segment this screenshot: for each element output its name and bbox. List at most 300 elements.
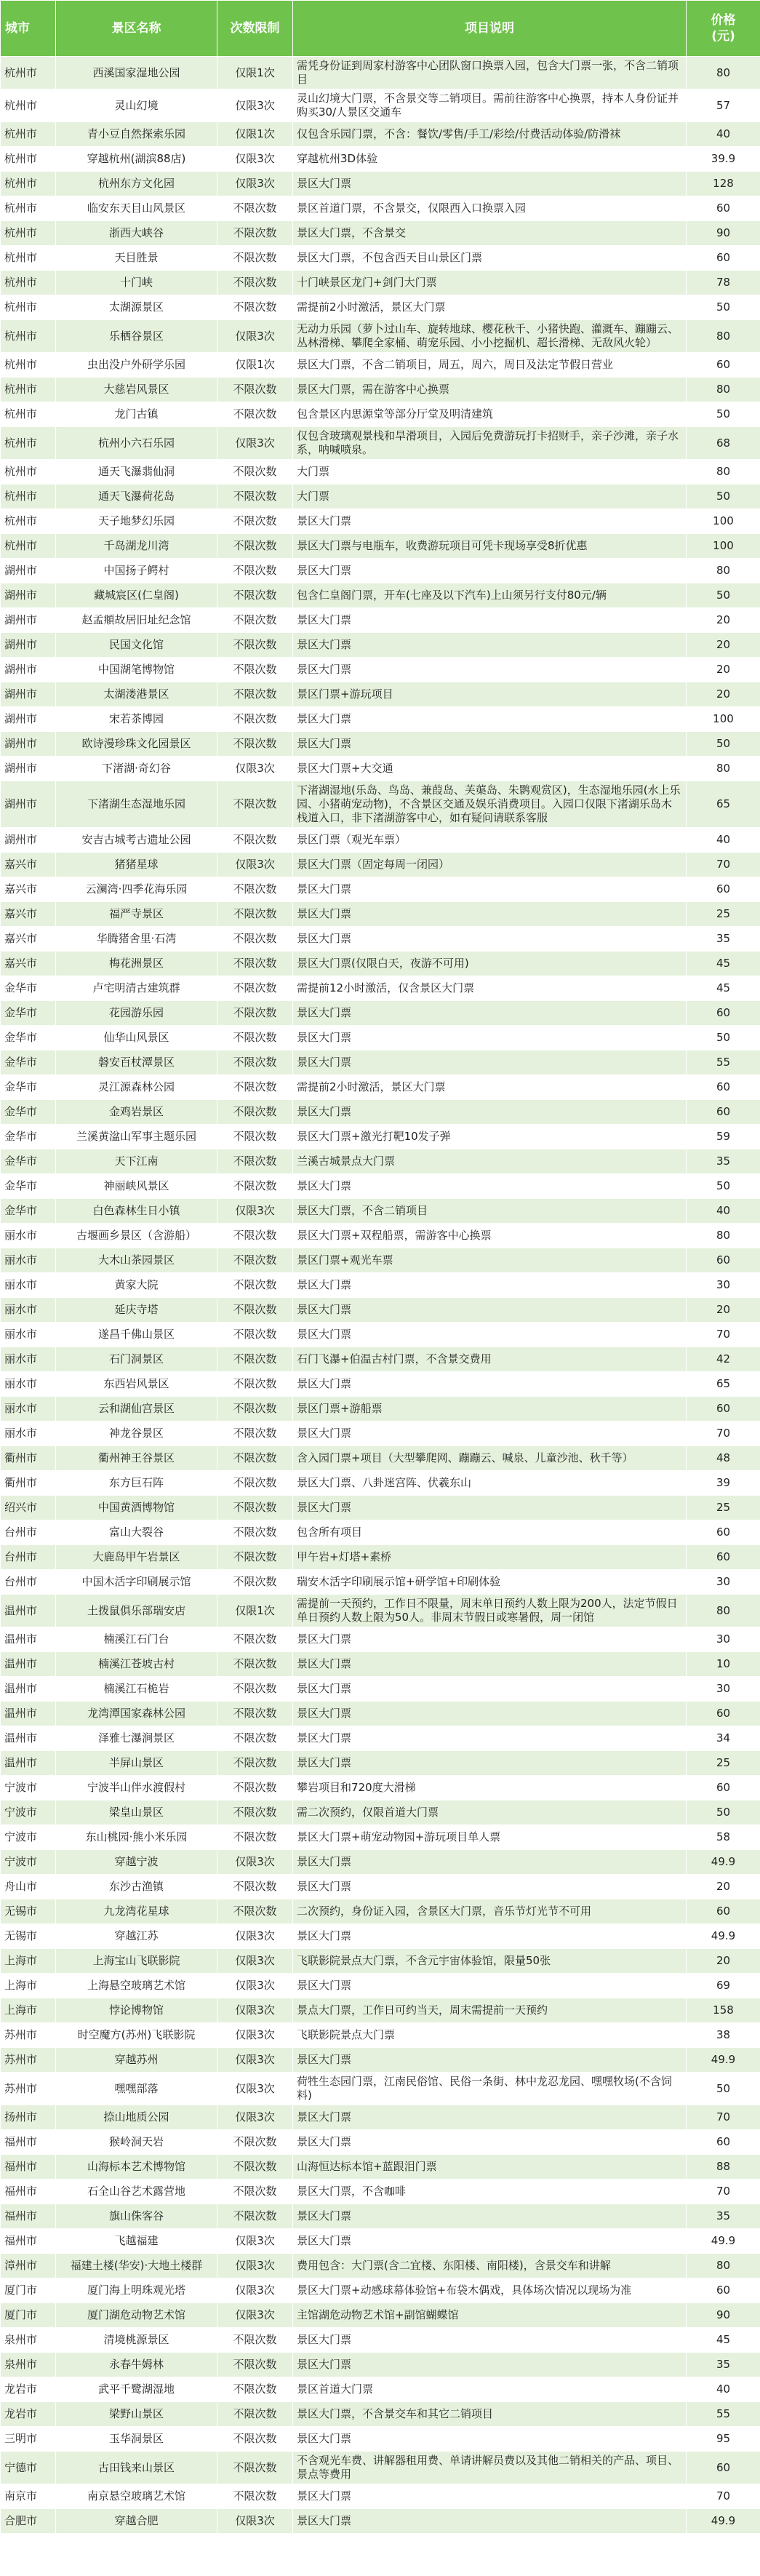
city-cell: 衢州市 xyxy=(1,1471,56,1496)
spot-name-cell: 磐安百杖潭景区 xyxy=(56,1050,217,1075)
city-cell: 上海市 xyxy=(1,1998,56,2023)
city-cell: 湖州市 xyxy=(1,682,56,707)
price-cell: 50 xyxy=(687,295,760,320)
visit-limit-cell: 仅限3次 xyxy=(217,1850,293,1875)
price-cell: 30 xyxy=(687,1677,760,1702)
spot-name-cell: 嘿嘿部落 xyxy=(56,2073,217,2105)
description-cell: 景区大门票 xyxy=(293,1652,687,1677)
visit-limit-cell: 仅限1次 xyxy=(217,1595,293,1627)
city-cell: 杭州市 xyxy=(1,57,56,89)
description-cell: 景区大门票(仅限白天，夜游不可用) xyxy=(293,952,687,976)
visit-limit-cell: 不限次数 xyxy=(217,902,293,927)
spot-name-cell: 临安东天目山风景区 xyxy=(56,196,217,221)
spot-name-cell: 十门峡 xyxy=(56,271,217,295)
price-cell: 90 xyxy=(687,221,760,246)
spot-name-cell: 大木山茶园景区 xyxy=(56,1248,217,1273)
table-row xyxy=(1,2130,760,2155)
city-cell: 丽水市 xyxy=(1,1298,56,1323)
table-row xyxy=(1,828,760,853)
visit-limit-cell: 不限次数 xyxy=(217,1875,293,1899)
spot-name-cell: 西溪国家湿地公园 xyxy=(56,57,217,89)
description-cell: 景区大门票，需在游客中心换票 xyxy=(293,378,687,402)
spot-name-cell: 华腾猪舍里·石湾 xyxy=(56,927,217,952)
visit-limit-cell: 仅限3次 xyxy=(217,1199,293,1224)
visit-limit-cell: 不限次数 xyxy=(217,633,293,658)
spot-name-cell: 东山桃园·熊小米乐园 xyxy=(56,1825,217,1850)
table-row xyxy=(1,559,760,583)
spot-name-cell: 赵孟頫故居旧址纪念馆 xyxy=(56,608,217,633)
spot-name-cell: 安吉古城考古遗址公园 xyxy=(56,828,217,853)
visit-limit-cell: 不限次数 xyxy=(217,2402,293,2427)
price-cell: 55 xyxy=(687,1050,760,1075)
table-row xyxy=(1,2278,760,2303)
description-cell: 景区大门票，不包含西天目山景区门票 xyxy=(293,246,687,271)
table-row xyxy=(1,271,760,295)
visit-limit-cell: 不限次数 xyxy=(217,509,293,534)
city-cell: 宁波市 xyxy=(1,1801,56,1825)
spot-name-cell: 天目胜景 xyxy=(56,246,217,271)
city-cell: 丽水市 xyxy=(1,1347,56,1372)
price-cell: 20 xyxy=(687,1949,760,1974)
visit-limit-cell: 仅限3次 xyxy=(217,1974,293,1998)
visit-limit-cell: 不限次数 xyxy=(217,1899,293,1924)
spot-name-cell: 半屏山景区 xyxy=(56,1751,217,1776)
table-row xyxy=(1,877,760,902)
table-row xyxy=(1,1801,760,1825)
description-cell: 石门飞瀑+伯温古村门票，不含景交费用 xyxy=(293,1347,687,1372)
price-cell: 80 xyxy=(687,1224,760,1248)
table-row xyxy=(1,2427,760,2452)
table-row xyxy=(1,196,760,221)
price-cell: 100 xyxy=(687,707,760,732)
description-cell: 需提前2小时激活，景区大门票 xyxy=(293,295,687,320)
city-cell: 苏州市 xyxy=(1,2023,56,2048)
city-cell: 嘉兴市 xyxy=(1,877,56,902)
table-row xyxy=(1,353,760,378)
spot-name-cell: 云和湖仙宫景区 xyxy=(56,1397,217,1421)
description-cell: 需二次预约，仅限首道大门票 xyxy=(293,1801,687,1825)
spot-name-cell: 龙门古镇 xyxy=(56,402,217,427)
description-cell: 景区大门票，不含景交车和其它二销项目 xyxy=(293,2402,687,2427)
spot-name-cell: 穿越苏州 xyxy=(56,2048,217,2073)
description-cell: 景区大门票+动感球幕体验馆+布袋木偶戏，具体场次情况以现场为准 xyxy=(293,2278,687,2303)
city-cell: 温州市 xyxy=(1,1726,56,1751)
visit-limit-cell: 不限次数 xyxy=(217,1702,293,1726)
description-cell: 景区大门票 xyxy=(293,1924,687,1949)
table-row xyxy=(1,1446,760,1471)
table-row xyxy=(1,1974,760,1998)
description-cell: 景区大门票 xyxy=(293,2509,687,2534)
table-row xyxy=(1,1372,760,1397)
description-cell: 景区首道门票，不含景交，仅限西入口换票入园 xyxy=(293,196,687,221)
visit-limit-cell: 不限次数 xyxy=(217,402,293,427)
header-price-label: 价格 xyxy=(711,13,736,28)
spot-name-cell: 大鹿岛甲午岩景区 xyxy=(56,1545,217,1570)
visit-limit-cell: 不限次数 xyxy=(217,295,293,320)
spot-name-cell: 山海标本艺术博物馆 xyxy=(56,2155,217,2180)
price-cell: 60 xyxy=(687,1520,760,1545)
table-row xyxy=(1,658,760,682)
city-cell: 杭州市 xyxy=(1,89,56,122)
city-cell: 温州市 xyxy=(1,1751,56,1776)
price-cell: 30 xyxy=(687,1570,760,1595)
table-row xyxy=(1,1001,760,1026)
description-cell: 景区大门票 xyxy=(293,927,687,952)
table-row xyxy=(1,633,760,658)
price-cell: 60 xyxy=(687,2452,760,2484)
spot-name-cell: 古堰画乡景区（含游船） xyxy=(56,1224,217,1248)
visit-limit-cell: 仅限3次 xyxy=(217,1924,293,1949)
visit-limit-cell: 不限次数 xyxy=(217,534,293,559)
visit-limit-cell: 不限次数 xyxy=(217,927,293,952)
description-cell: 景区大门票 xyxy=(293,2130,687,2155)
spot-name-cell: 灵江源森林公园 xyxy=(56,1075,217,1100)
description-cell: 景区大门票 xyxy=(293,877,687,902)
price-cell: 68 xyxy=(687,427,760,460)
city-cell: 丽水市 xyxy=(1,1323,56,1347)
price-cell: 158 xyxy=(687,1998,760,2023)
spot-name-cell: 通天飞瀑荷花岛 xyxy=(56,485,217,509)
price-cell: 38 xyxy=(687,2023,760,2048)
table-row xyxy=(1,757,760,781)
price-cell: 100 xyxy=(687,534,760,559)
spot-name-cell: 梁皇山景区 xyxy=(56,1801,217,1825)
price-cell: 60 xyxy=(687,1100,760,1125)
description-cell: 景区大门票 xyxy=(293,1372,687,1397)
city-cell: 杭州市 xyxy=(1,320,56,353)
description-cell: 景区大门票、八卦迷宫阵、伏羲东山 xyxy=(293,1471,687,1496)
spot-name-cell: 黄家大院 xyxy=(56,1273,217,1298)
table-row xyxy=(1,1496,760,1520)
description-cell: 景区大门票 xyxy=(293,707,687,732)
price-cell: 39.9 xyxy=(687,147,760,172)
visit-limit-cell: 不限次数 xyxy=(217,1323,293,1347)
description-cell: 景点大门票，工作日可约当天，周末需提前一天预约 xyxy=(293,1998,687,2023)
city-cell: 金华市 xyxy=(1,1199,56,1224)
spot-name-cell: 云澜湾·四季花海乐园 xyxy=(56,877,217,902)
spot-name-cell: 中国湖笔博物馆 xyxy=(56,658,217,682)
table-row xyxy=(1,1677,760,1702)
visit-limit-cell: 不限次数 xyxy=(217,460,293,485)
spot-name-cell: 金鸡岩景区 xyxy=(56,1100,217,1125)
visit-limit-cell: 不限次数 xyxy=(217,828,293,853)
city-cell: 嘉兴市 xyxy=(1,853,56,877)
price-cell: 80 xyxy=(687,320,760,353)
city-cell: 丽水市 xyxy=(1,1224,56,1248)
visit-limit-cell: 仅限3次 xyxy=(217,172,293,196)
price-cell: 60 xyxy=(687,2130,760,2155)
price-cell: 78 xyxy=(687,271,760,295)
description-cell: 景区门票+游玩项目 xyxy=(293,682,687,707)
visit-limit-cell: 仅限3次 xyxy=(217,2105,293,2130)
description-cell: 景区大门票 xyxy=(293,2353,687,2377)
table-row xyxy=(1,1298,760,1323)
spot-name-cell: 古田钱来山景区 xyxy=(56,2452,217,2484)
price-cell: 60 xyxy=(687,1545,760,1570)
price-cell: 30 xyxy=(687,1273,760,1298)
price-cell: 49.9 xyxy=(687,1924,760,1949)
table-row xyxy=(1,1520,760,1545)
table-row xyxy=(1,2204,760,2229)
city-cell: 厦门市 xyxy=(1,2303,56,2328)
description-cell: 景区大门票 xyxy=(293,658,687,682)
visit-limit-cell: 仅限3次 xyxy=(217,427,293,460)
visit-limit-cell: 不限次数 xyxy=(217,732,293,757)
description-cell: 需凭身份证到周家村游客中心团队窗口换票入园，包含大门票一张，不含二销项目 xyxy=(293,57,687,89)
description-cell: 大门票 xyxy=(293,485,687,509)
spot-name-cell: 猪猪星球 xyxy=(56,853,217,877)
visit-limit-cell: 不限次数 xyxy=(217,682,293,707)
spot-name-cell: 神龙谷景区 xyxy=(56,1421,217,1446)
description-cell: 攀岩项目和720度大滑梯 xyxy=(293,1776,687,1801)
city-cell: 杭州市 xyxy=(1,246,56,271)
table-row xyxy=(1,1471,760,1496)
price-cell: 60 xyxy=(687,1776,760,1801)
spot-name-cell: 上海宝山飞联影院 xyxy=(56,1949,217,1974)
city-cell: 金华市 xyxy=(1,1125,56,1149)
city-cell: 温州市 xyxy=(1,1677,56,1702)
city-cell: 金华市 xyxy=(1,976,56,1001)
visit-limit-cell: 不限次数 xyxy=(217,1446,293,1471)
city-cell: 杭州市 xyxy=(1,122,56,147)
city-cell: 泉州市 xyxy=(1,2353,56,2377)
visit-limit-cell: 不限次数 xyxy=(217,608,293,633)
visit-limit-cell: 不限次数 xyxy=(217,658,293,682)
city-cell: 丽水市 xyxy=(1,1397,56,1421)
description-cell: 景区大门票 xyxy=(293,902,687,927)
description-cell: 包含所有项目 xyxy=(293,1520,687,1545)
description-cell: 景区大门票 xyxy=(293,1298,687,1323)
visit-limit-cell: 不限次数 xyxy=(217,1125,293,1149)
visit-limit-cell: 不限次数 xyxy=(217,1372,293,1397)
visit-limit-cell: 仅限1次 xyxy=(217,353,293,378)
visit-limit-cell: 不限次数 xyxy=(217,1026,293,1050)
spot-name-cell: 下渚湖生态湿地乐园 xyxy=(56,781,217,828)
table-row xyxy=(1,707,760,732)
description-cell: 景区大门票 xyxy=(293,1974,687,1998)
header-spot-name: 景区名称 xyxy=(56,1,217,57)
spot-name-cell: 延庆寺塔 xyxy=(56,1298,217,1323)
description-cell: 景区大门票，不含二销项目 xyxy=(293,1199,687,1224)
spot-name-cell: 宁波半山伴水渡假村 xyxy=(56,1776,217,1801)
price-cell: 50 xyxy=(687,1174,760,1199)
spot-name-cell: 悖论博物馆 xyxy=(56,1998,217,2023)
table-row xyxy=(1,1998,760,2023)
table-row xyxy=(1,2484,760,2509)
spot-name-cell: 太湖溇港景区 xyxy=(56,682,217,707)
table-row xyxy=(1,1248,760,1273)
price-cell: 80 xyxy=(687,378,760,402)
table-row xyxy=(1,1149,760,1174)
table-row xyxy=(1,2452,760,2484)
spot-name-cell: 青小豆自然探索乐园 xyxy=(56,122,217,147)
table-row xyxy=(1,2303,760,2328)
city-cell: 湖州市 xyxy=(1,732,56,757)
price-cell: 40 xyxy=(687,1199,760,1224)
city-cell: 湖州市 xyxy=(1,828,56,853)
price-cell: 25 xyxy=(687,1751,760,1776)
visit-limit-cell: 不限次数 xyxy=(217,1347,293,1372)
visit-limit-cell: 不限次数 xyxy=(217,1397,293,1421)
table-row xyxy=(1,172,760,196)
table-row xyxy=(1,1595,760,1627)
visit-limit-cell: 不限次数 xyxy=(217,221,293,246)
description-cell: 景区大门票+双程船票，需游客中心换票 xyxy=(293,1224,687,1248)
visit-limit-cell: 不限次数 xyxy=(217,1776,293,1801)
price-cell: 65 xyxy=(687,1372,760,1397)
description-cell: 景区大门票 xyxy=(293,1702,687,1726)
city-cell: 金华市 xyxy=(1,1174,56,1199)
price-cell: 45 xyxy=(687,976,760,1001)
city-cell: 无锡市 xyxy=(1,1924,56,1949)
visit-limit-cell: 不限次数 xyxy=(217,952,293,976)
price-cell: 88 xyxy=(687,2155,760,2180)
visit-limit-cell: 不限次数 xyxy=(217,1825,293,1850)
table-row xyxy=(1,1726,760,1751)
visit-limit-cell: 不限次数 xyxy=(217,1471,293,1496)
visit-limit-cell: 不限次数 xyxy=(217,1421,293,1446)
spot-name-cell: 白色森林生日小镇 xyxy=(56,1199,217,1224)
description-cell: 不含观光车费、讲解器租用费、单请讲解员费以及其他二销相关的产品、项目、景点等费用 xyxy=(293,2452,687,2484)
city-cell: 杭州市 xyxy=(1,295,56,320)
table-row xyxy=(1,1875,760,1899)
city-cell: 绍兴市 xyxy=(1,1496,56,1520)
spot-name-cell: 石全山谷艺术露营地 xyxy=(56,2180,217,2204)
price-cell: 45 xyxy=(687,952,760,976)
city-cell: 杭州市 xyxy=(1,378,56,402)
city-cell: 湖州市 xyxy=(1,583,56,608)
table-row xyxy=(1,2402,760,2427)
price-cell: 10 xyxy=(687,1652,760,1677)
price-cell: 60 xyxy=(687,246,760,271)
description-cell: 包含仁皇阁门票，开车(七座及以下汽车)上山须另行支付80元/辆 xyxy=(293,583,687,608)
city-cell: 丽水市 xyxy=(1,1248,56,1273)
price-cell: 80 xyxy=(687,1595,760,1627)
spot-name-cell: 穿越杭州(湖滨88店) xyxy=(56,147,217,172)
city-cell: 杭州市 xyxy=(1,221,56,246)
price-cell: 70 xyxy=(687,2105,760,2130)
visit-limit-cell: 不限次数 xyxy=(217,1496,293,1520)
description-cell: 景区大门票 xyxy=(293,1273,687,1298)
visit-limit-cell: 不限次数 xyxy=(217,2155,293,2180)
price-cell: 25 xyxy=(687,1496,760,1520)
spot-name-cell: 虫出没户外研学乐园 xyxy=(56,353,217,378)
table-row xyxy=(1,1899,760,1924)
spot-name-cell: 天子地梦幻乐园 xyxy=(56,509,217,534)
visit-limit-cell: 不限次数 xyxy=(217,1652,293,1677)
spot-name-cell: 泽雅七瀑涧景区 xyxy=(56,1726,217,1751)
description-cell: 景区大门票 xyxy=(293,1850,687,1875)
description-cell: 景区大门票 xyxy=(293,2048,687,2073)
price-cell: 80 xyxy=(687,757,760,781)
table-row xyxy=(1,2377,760,2402)
description-cell: 景区大门票+激光打靶10发子弹 xyxy=(293,1125,687,1149)
price-cell: 95 xyxy=(687,2427,760,2452)
city-cell: 福州市 xyxy=(1,2130,56,2155)
visit-limit-cell: 不限次数 xyxy=(217,2353,293,2377)
price-cell: 35 xyxy=(687,1149,760,1174)
description-cell: 仅包含乐园门票，不含：餐饮/零售/手工/彩绘/付费活动体验/防滑袜 xyxy=(293,122,687,147)
description-cell: 无动力乐园（萝卜过山车、旋转地球、樱花秋千、小猪快跑、灌溉车、蹦蹦云、丛林滑梯、攀爬全家桶、萌宠乐园、小小挖掘机、超长滑梯、无敌风火轮） xyxy=(293,320,687,353)
price-cell: 80 xyxy=(687,2254,760,2278)
description-cell: 飞联影院景点大门票 xyxy=(293,2023,687,2048)
description-cell: 景区大门票 xyxy=(293,608,687,633)
city-cell: 杭州市 xyxy=(1,509,56,534)
spot-name-cell: 玉华洞景区 xyxy=(56,2427,217,2452)
city-cell: 温州市 xyxy=(1,1627,56,1652)
table-row xyxy=(1,2229,760,2254)
city-cell: 杭州市 xyxy=(1,427,56,460)
description-cell: 大门票 xyxy=(293,460,687,485)
description-cell: 景区大门票（固定每周一闭园） xyxy=(293,853,687,877)
description-cell: 景区大门票 xyxy=(293,2427,687,2452)
table-row xyxy=(1,2105,760,2130)
description-cell: 景区大门票 xyxy=(293,2105,687,2130)
spot-name-cell: 乐栖谷景区 xyxy=(56,320,217,353)
price-cell: 48 xyxy=(687,1446,760,1471)
city-cell: 湖州市 xyxy=(1,707,56,732)
visit-limit-cell: 不限次数 xyxy=(217,1273,293,1298)
city-cell: 湖州市 xyxy=(1,781,56,828)
description-cell: 景区大门票 xyxy=(293,2229,687,2254)
table-row xyxy=(1,1627,760,1652)
spot-name-cell: 神丽峡风景区 xyxy=(56,1174,217,1199)
description-cell: 景区大门票 xyxy=(293,1875,687,1899)
description-cell: 十门峡景区龙门+剑门大门票 xyxy=(293,271,687,295)
price-cell: 60 xyxy=(687,1001,760,1026)
price-cell: 70 xyxy=(687,1421,760,1446)
price-cell: 50 xyxy=(687,1026,760,1050)
description-cell: 仅包含玻璃观景栈和旱滑项目，入园后免费游玩打卡招财手，亲子沙滩，亲子水系，呐喊喷泉。 xyxy=(293,427,687,460)
table-row xyxy=(1,2254,760,2278)
price-cell: 70 xyxy=(687,2484,760,2509)
visit-limit-cell: 不限次数 xyxy=(217,2452,293,2484)
visit-limit-cell: 不限次数 xyxy=(217,976,293,1001)
table-row xyxy=(1,427,760,460)
spot-name-cell: 宋若茶博园 xyxy=(56,707,217,732)
city-cell: 金华市 xyxy=(1,1100,56,1125)
city-cell: 温州市 xyxy=(1,1702,56,1726)
table-row xyxy=(1,1224,760,1248)
city-cell: 嘉兴市 xyxy=(1,902,56,927)
description-cell: 景区大门票 xyxy=(293,1100,687,1125)
description-cell: 景区门票+观光车票 xyxy=(293,1248,687,1273)
city-cell: 杭州市 xyxy=(1,460,56,485)
table-row xyxy=(1,682,760,707)
price-cell: 58 xyxy=(687,1825,760,1850)
description-cell: 景区大门票 xyxy=(293,1323,687,1347)
price-cell: 60 xyxy=(687,1075,760,1100)
price-cell: 39 xyxy=(687,1471,760,1496)
price-cell: 59 xyxy=(687,1125,760,1149)
visit-limit-cell: 不限次数 xyxy=(217,1801,293,1825)
visit-limit-cell: 不限次数 xyxy=(217,1001,293,1026)
visit-limit-cell: 仅限3次 xyxy=(217,853,293,877)
description-cell: 景区大门票 xyxy=(293,1726,687,1751)
spot-name-cell: 楠溪江石桅岩 xyxy=(56,1677,217,1702)
price-cell: 20 xyxy=(687,1875,760,1899)
price-cell: 60 xyxy=(687,353,760,378)
spot-name-cell: 楠溪江石门台 xyxy=(56,1627,217,1652)
visit-limit-cell: 不限次数 xyxy=(217,271,293,295)
city-cell: 泉州市 xyxy=(1,2328,56,2353)
price-cell: 60 xyxy=(687,2278,760,2303)
description-cell: 景区大门票与电瓶车，收费游玩项目可凭卡现场享受8折优惠 xyxy=(293,534,687,559)
city-cell: 扬州市 xyxy=(1,2105,56,2130)
price-cell: 49.9 xyxy=(687,2509,760,2534)
price-cell: 57 xyxy=(687,89,760,122)
spot-name-cell: 武平千鹭湖湿地 xyxy=(56,2377,217,2402)
